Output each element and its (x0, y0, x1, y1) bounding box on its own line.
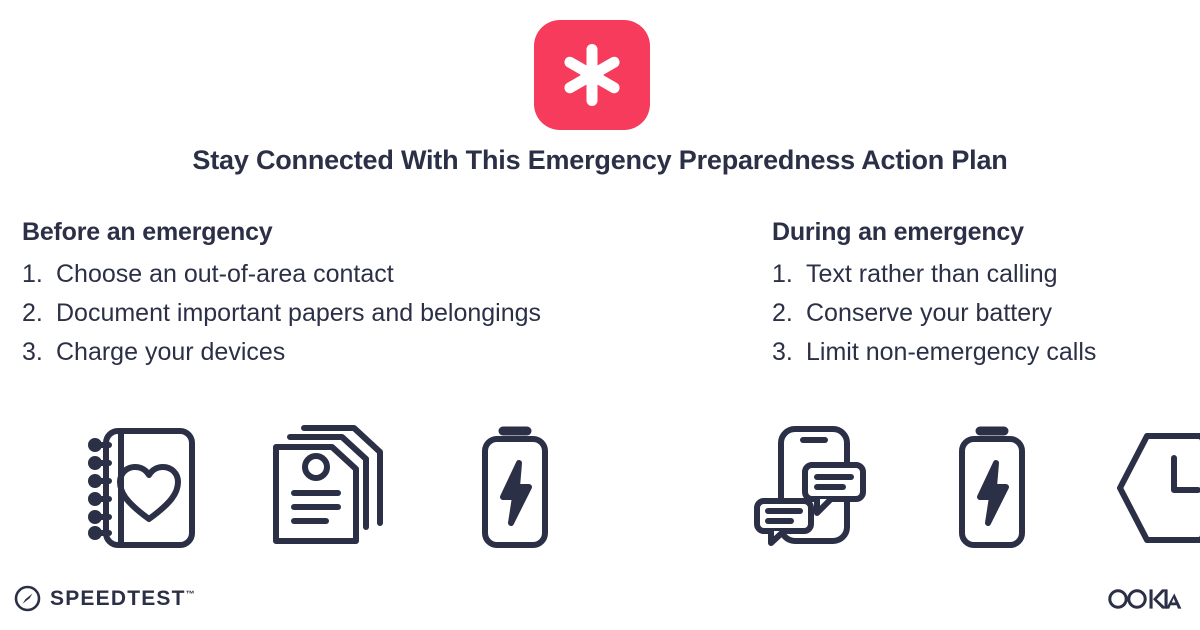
list-item (22, 294, 762, 333)
page-title: Stay Connected With This Emergency Preparedness Action Plan (192, 145, 1008, 175)
icon-cell (745, 420, 875, 555)
list-item-number: 3. (772, 338, 793, 366)
battery-bolt-icon (950, 423, 1034, 553)
trademark-symbol: ™ (185, 588, 195, 599)
list-item-label: Charge your devices (56, 338, 286, 366)
list-item-number: 3. (22, 338, 43, 366)
asterisk-icon (559, 42, 625, 108)
speedtest-wordmark (50, 587, 195, 611)
speedtest-wordmark-text: SPEEDTEST (50, 586, 186, 610)
icon-cell (927, 420, 1057, 555)
icon-row-during (745, 420, 1200, 555)
list-item-label: Conserve your battery (806, 299, 1052, 327)
hexagon-clock-icon (1114, 428, 1200, 548)
column-during-emergency (772, 218, 1192, 372)
speedtest-logo (14, 585, 195, 612)
ookla-logo (1108, 588, 1182, 610)
icon-row-before (78, 420, 580, 555)
list-item-label: Document important papers and belongings (56, 299, 542, 327)
icon-cell (1109, 420, 1200, 555)
battery-bolt-icon (473, 423, 557, 553)
list-item-number: 1. (22, 260, 43, 288)
list-item (22, 255, 762, 294)
list-item (772, 255, 1192, 294)
notebook-heart-icon (87, 423, 199, 553)
column-title-during: During an emergency (772, 218, 1024, 246)
list-item-label: Choose an out-of-area contact (56, 260, 394, 288)
documents-stack-icon (270, 423, 388, 553)
list-item (772, 294, 1192, 333)
list-item-label: Text rather than calling (806, 260, 1058, 288)
icon-cell (264, 420, 394, 555)
phone-messages-icon (751, 423, 869, 553)
ookla-wordmark-icon (1108, 588, 1182, 610)
list-item-number: 2. (772, 299, 793, 327)
steps-list-before (22, 255, 762, 372)
list-item-label: Limit non-emergency calls (806, 338, 1097, 366)
icon-cell (450, 420, 580, 555)
list-item (772, 333, 1192, 372)
brand-badge (534, 20, 650, 130)
icon-cell (78, 420, 208, 555)
column-title-before: Before an emergency (22, 218, 273, 246)
list-item-number: 1. (772, 260, 793, 288)
list-item (22, 333, 762, 372)
list-item-number: 2. (22, 299, 43, 327)
steps-list-during (772, 255, 1192, 372)
speedtest-gauge-icon (14, 585, 41, 612)
column-before-emergency (22, 218, 762, 372)
